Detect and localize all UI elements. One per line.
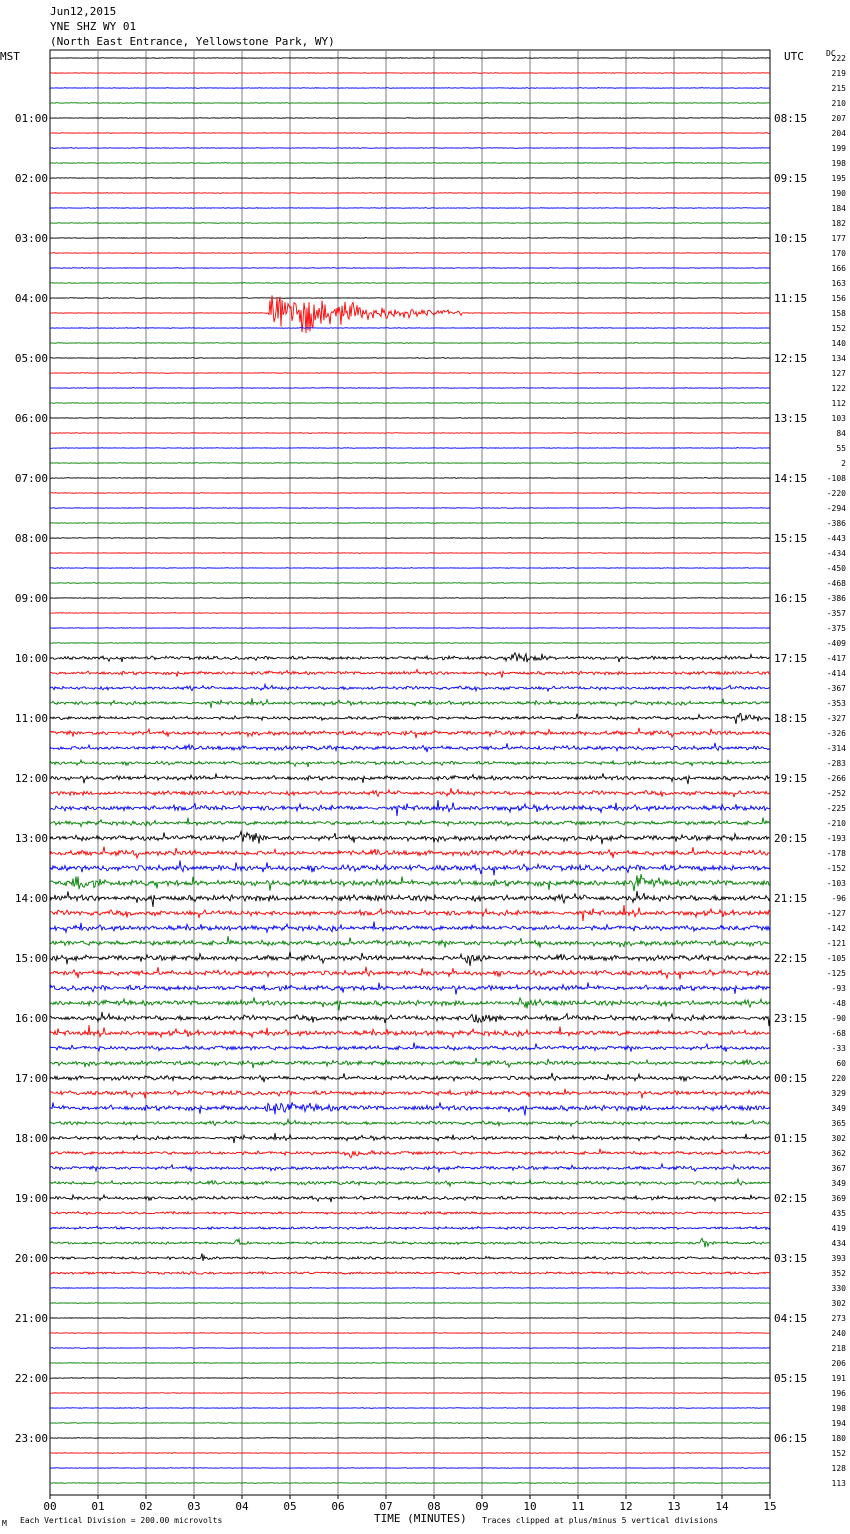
trace-row (50, 418, 770, 419)
trace-row (50, 628, 770, 629)
dc-offset-label: -252 (826, 789, 846, 798)
left-hour-label: 01:00 (14, 112, 48, 125)
trace-row (50, 967, 770, 980)
trace-row (50, 223, 770, 224)
dc-offset-label: -142 (826, 924, 846, 933)
dc-offset-label: 166 (831, 264, 846, 273)
dc-offset-label: 191 (831, 1374, 846, 1383)
trace-row (50, 388, 770, 389)
trace-row (50, 358, 770, 359)
dc-offset-label: 163 (831, 279, 846, 288)
dc-offset-label: -414 (826, 669, 846, 678)
dc-offset-label: -93 (831, 984, 846, 993)
dc-offset-label: 122 (831, 384, 846, 393)
right-hour-label: 10:15 (774, 232, 808, 245)
dc-offset-label: 367 (831, 1164, 846, 1173)
trace-row (50, 760, 770, 767)
left-hour-label: 05:00 (14, 352, 48, 365)
dc-offset-label: 190 (831, 189, 846, 198)
left-hour-label: 21:00 (14, 1312, 48, 1325)
dc-offset-label: -127 (826, 909, 846, 918)
left-hour-label: 11:00 (14, 712, 48, 725)
trace-row (50, 253, 770, 254)
trace-row (50, 874, 770, 891)
trace-row (50, 1179, 770, 1186)
right-hour-label: 02:15 (774, 1192, 808, 1205)
trace-row (50, 847, 770, 859)
trace-row (50, 1042, 770, 1051)
right-hour-label: 14:15 (774, 472, 808, 485)
left-hour-label: 10:00 (14, 652, 48, 665)
trace-row (50, 343, 770, 344)
dc-offset-label: -178 (826, 849, 846, 858)
trace-row (50, 1303, 770, 1304)
dc-offset-label: 84 (836, 429, 846, 438)
x-tick-label: 09 (475, 1500, 489, 1513)
header-location: (North East Entrance, Yellowstone Park, WY) (50, 35, 335, 48)
trace-row (50, 373, 770, 374)
trace-row (50, 508, 770, 509)
x-tick-label: 11 (571, 1500, 585, 1513)
dc-offset-label: 128 (831, 1464, 846, 1473)
left-hour-label: 16:00 (14, 1012, 48, 1025)
trace-row (50, 463, 770, 464)
x-tick-label: 02 (139, 1500, 153, 1513)
trace-row (50, 493, 770, 494)
dc-offset-label: -468 (826, 579, 846, 588)
trace-row (50, 1453, 770, 1454)
dc-offset-label: -121 (826, 939, 846, 948)
trace-row (50, 832, 770, 845)
dc-offset-label: 156 (831, 294, 846, 303)
dc-offset-label: 204 (831, 129, 846, 138)
trace-row (50, 952, 770, 966)
left-hour-label: 09:00 (14, 592, 48, 605)
dc-offset-label: 435 (831, 1209, 846, 1218)
trace-row (50, 298, 770, 299)
x-tick-label: 04 (235, 1500, 249, 1513)
trace-row (50, 193, 770, 194)
dc-offset-label: -210 (826, 819, 846, 828)
trace-row (50, 1468, 770, 1469)
left-hour-label: 23:00 (14, 1432, 48, 1445)
x-axis-title: TIME (MINUTES) (374, 1512, 467, 1525)
dc-offset-label: 60 (836, 1059, 846, 1068)
trace-row (50, 598, 770, 599)
dc-offset-label: -386 (826, 519, 846, 528)
trace-row (50, 118, 770, 119)
dc-offset-label: -105 (826, 954, 846, 963)
right-hour-label: 05:15 (774, 1372, 808, 1385)
trace-row (50, 1378, 770, 1379)
trace-row (50, 1253, 770, 1261)
clip-note: Traces clipped at plus/minus 5 vertical divisions (482, 1516, 719, 1525)
dc-offset-label: -266 (826, 774, 846, 783)
trace-row (50, 268, 770, 269)
dc-offset-label: -90 (831, 1014, 846, 1023)
right-hour-label: 17:15 (774, 652, 808, 665)
dc-offset-label: 207 (831, 114, 846, 123)
dc-offset-label: -108 (826, 474, 846, 483)
dc-offset-label: 206 (831, 1359, 846, 1368)
dc-offset-label: 302 (831, 1134, 846, 1143)
dc-offset-label: 195 (831, 174, 846, 183)
trace-row (50, 328, 770, 329)
trace-row (50, 1058, 770, 1068)
left-hour-label: 13:00 (14, 832, 48, 845)
dc-offset-label: -326 (826, 729, 846, 738)
trace-row (50, 1133, 770, 1143)
dc-offset-label: 127 (831, 369, 846, 378)
trace-row (50, 478, 770, 479)
trace-row (50, 1195, 770, 1202)
trace-row (50, 1164, 770, 1172)
x-tick-label: 03 (187, 1500, 201, 1513)
trace-row (50, 1238, 770, 1247)
trace-row (50, 1119, 770, 1126)
trace-row (50, 178, 770, 179)
dc-offset-label: 140 (831, 339, 846, 348)
trace-row (50, 728, 770, 738)
trace-row (50, 1288, 770, 1289)
plot-frame (50, 50, 770, 1495)
trace-row (50, 1226, 770, 1229)
right-hour-label: 06:15 (774, 1432, 808, 1445)
dc-offset-label: 184 (831, 204, 846, 213)
trace-row (50, 643, 770, 644)
dc-offset-label: -283 (826, 759, 846, 768)
dc-offset-label: -417 (826, 654, 846, 663)
right-hour-label: 23:15 (774, 1012, 808, 1025)
left-hour-label: 18:00 (14, 1132, 48, 1145)
trace-row (50, 88, 770, 89)
trace-row (50, 1012, 770, 1026)
x-tick-label: 05 (283, 1500, 297, 1513)
trace-row (50, 713, 770, 724)
dc-offset-label: 199 (831, 144, 846, 153)
trace-row (50, 583, 770, 584)
dc-offset-label: -434 (826, 549, 846, 558)
x-tick-label: 15 (763, 1500, 777, 1513)
right-hour-label: 01:15 (774, 1132, 808, 1145)
trace-row (50, 1423, 770, 1424)
trace-row (50, 523, 770, 524)
right-hour-label: 21:15 (774, 892, 808, 905)
trace-row (50, 1089, 770, 1099)
dc-offset-label: 240 (831, 1329, 846, 1338)
dc-offset-label: 198 (831, 1404, 846, 1413)
dc-offset-label: -357 (826, 609, 846, 618)
trace-row (50, 653, 770, 662)
trace-row (50, 163, 770, 164)
right-hour-label: 03:15 (774, 1252, 808, 1265)
dc-offset-label: 2 (841, 459, 846, 468)
dc-offset-label: 152 (831, 324, 846, 333)
trace-row (50, 1438, 770, 1439)
trace-row (50, 1318, 770, 1319)
right-hour-label: 11:15 (774, 292, 808, 305)
trace-row (50, 1348, 770, 1349)
left-hour-label: 20:00 (14, 1252, 48, 1265)
trace-row (50, 817, 770, 826)
trace-row (50, 891, 770, 907)
left-hour-label: 15:00 (14, 952, 48, 965)
scale-note: Each Vertical Division = 200.00 microvolts (20, 1516, 223, 1525)
right-hour-label: 22:15 (774, 952, 808, 965)
dc-offset-label: -220 (826, 489, 846, 498)
right-hour-label: 09:15 (774, 172, 808, 185)
dc-offset-label: 170 (831, 249, 846, 258)
dc-offset-label: 365 (831, 1119, 846, 1128)
dc-offset-label: -294 (826, 504, 846, 513)
dc-offset-label: 352 (831, 1269, 846, 1278)
trace-row (50, 1272, 770, 1275)
trace-row (50, 1408, 770, 1409)
dc-offset-label: 113 (831, 1479, 846, 1488)
dc-offset-label: -152 (826, 864, 846, 873)
dc-offset-label: 152 (831, 1449, 846, 1458)
dc-offset-label: 302 (831, 1299, 846, 1308)
left-hour-label: 14:00 (14, 892, 48, 905)
trace-row (50, 905, 770, 921)
left-hour-label: 02:00 (14, 172, 48, 185)
left-hour-label: 22:00 (14, 1372, 48, 1385)
right-hour-label: 16:15 (774, 592, 808, 605)
dc-offset-label: 222 (831, 54, 846, 63)
left-hour-label: 12:00 (14, 772, 48, 785)
right-hour-label: 12:15 (774, 352, 808, 365)
right-hour-label: 00:15 (774, 1072, 808, 1085)
dc-offset-label: -103 (826, 879, 846, 888)
trace-row (50, 133, 770, 134)
dc-offset-label: -386 (826, 594, 846, 603)
right-hour-label: 15:15 (774, 532, 808, 545)
trace-row (50, 538, 770, 539)
left-hour-label: 08:00 (14, 532, 48, 545)
trace-row (50, 788, 770, 797)
left-hour-label: 06:00 (14, 412, 48, 425)
dc-offset-label: -96 (831, 894, 846, 903)
dc-offset-label: -193 (826, 834, 846, 843)
trace-row (50, 983, 770, 995)
dc-offset-label: 210 (831, 99, 846, 108)
trace-row (50, 921, 770, 932)
dc-label: DC (826, 49, 836, 58)
trace-row (50, 58, 770, 59)
dc-offset-label: 349 (831, 1104, 846, 1113)
trace-row (50, 448, 770, 449)
trace-row (50, 800, 770, 816)
left-hour-label: 19:00 (14, 1192, 48, 1205)
left-hour-label: 04:00 (14, 292, 48, 305)
dc-offset-label: 198 (831, 159, 846, 168)
header-station: YNE SHZ WY 01 (50, 20, 137, 33)
left-hour-label: 03:00 (14, 232, 48, 245)
dc-offset-label: 419 (831, 1224, 846, 1233)
dc-offset-label: -375 (826, 624, 846, 633)
dc-offset-label: 194 (831, 1419, 846, 1428)
trace-row (50, 553, 770, 554)
dc-offset-label: 103 (831, 414, 846, 423)
x-tick-label: 07 (379, 1500, 393, 1513)
dc-offset-label: -353 (826, 699, 846, 708)
dc-offset-label: -450 (826, 564, 846, 573)
dc-offset-label: -125 (826, 969, 846, 978)
dc-offset-label: 182 (831, 219, 846, 228)
trace-row (50, 773, 770, 784)
x-tick-label: 13 (667, 1500, 681, 1513)
dc-offset-label: 393 (831, 1254, 846, 1263)
dc-offset-label: 329 (831, 1089, 846, 1098)
trace-row (50, 1363, 770, 1364)
dc-offset-label: -225 (826, 804, 846, 813)
right-axis-label: UTC (784, 50, 804, 63)
dc-offset-label: -68 (831, 1029, 846, 1038)
dc-offset-label: -327 (826, 714, 846, 723)
trace-row (50, 613, 770, 614)
trace-row (50, 73, 770, 74)
dc-offset-label: 55 (836, 444, 846, 453)
trace-row (50, 936, 770, 948)
dc-offset-label: 362 (831, 1149, 846, 1158)
dc-offset-label: 112 (831, 399, 846, 408)
x-tick-label: 08 (427, 1500, 441, 1513)
dc-offset-label: 215 (831, 84, 846, 93)
trace-row (50, 208, 770, 209)
right-hour-label: 08:15 (774, 112, 808, 125)
dc-offset-label: 369 (831, 1194, 846, 1203)
right-hour-label: 04:15 (774, 1312, 808, 1325)
dc-offset-label: 218 (831, 1344, 846, 1353)
dc-offset-label: 434 (831, 1239, 846, 1248)
dc-offset-label: 180 (831, 1434, 846, 1443)
dc-offset-label: -367 (826, 684, 846, 693)
x-tick-label: 06 (331, 1500, 345, 1513)
right-hour-label: 13:15 (774, 412, 808, 425)
trace-row (50, 568, 770, 569)
left-axis-label: MST (0, 50, 20, 63)
trace-row (50, 684, 770, 691)
dc-offset-label: -409 (826, 639, 846, 648)
trace-row (50, 403, 770, 404)
dc-offset-label: -443 (826, 534, 846, 543)
dc-offset-label: 158 (831, 309, 846, 318)
right-hour-label: 20:15 (774, 832, 808, 845)
right-hour-label: 19:15 (774, 772, 808, 785)
trace-row (50, 283, 770, 284)
dc-offset-label: -48 (831, 999, 846, 1008)
trace-row (50, 670, 770, 678)
dc-offset-label: 196 (831, 1389, 846, 1398)
trace-row (50, 433, 770, 434)
left-hour-label: 17:00 (14, 1072, 48, 1085)
dc-offset-label: 349 (831, 1179, 846, 1188)
left-hour-label: 07:00 (14, 472, 48, 485)
x-tick-label: 12 (619, 1500, 633, 1513)
trace-row (50, 148, 770, 149)
trace-row (50, 1333, 770, 1334)
dc-offset-label: 134 (831, 354, 846, 363)
trace-row (50, 1393, 770, 1394)
x-tick-label: 10 (523, 1500, 537, 1513)
dc-offset-label: 220 (831, 1074, 846, 1083)
header-date: Jun12,2015 (50, 5, 117, 18)
trace-row (50, 997, 770, 1010)
trace-row (50, 1212, 770, 1215)
right-hour-label: 18:15 (774, 712, 808, 725)
trace-row (50, 1149, 770, 1158)
corner-mark: M (2, 1519, 7, 1528)
trace-row (50, 698, 770, 708)
trace-row (50, 103, 770, 104)
trace-row (50, 1073, 770, 1082)
dc-offset-label: 330 (831, 1284, 846, 1293)
dc-offset-label: 177 (831, 234, 846, 243)
dc-offset-label: 273 (831, 1314, 846, 1323)
dc-offset-label: 219 (831, 69, 846, 78)
trace-row (50, 238, 770, 239)
trace-row (50, 1102, 770, 1115)
trace-row (50, 1025, 770, 1037)
trace-row (50, 743, 770, 752)
trace-row (50, 861, 770, 876)
dc-offset-label: -314 (826, 744, 846, 753)
x-tick-label: 01 (91, 1500, 105, 1513)
trace-row (50, 1483, 770, 1484)
dc-offset-label: -33 (831, 1044, 846, 1053)
x-tick-label: 14 (715, 1500, 729, 1513)
x-tick-label: 00 (43, 1500, 57, 1513)
